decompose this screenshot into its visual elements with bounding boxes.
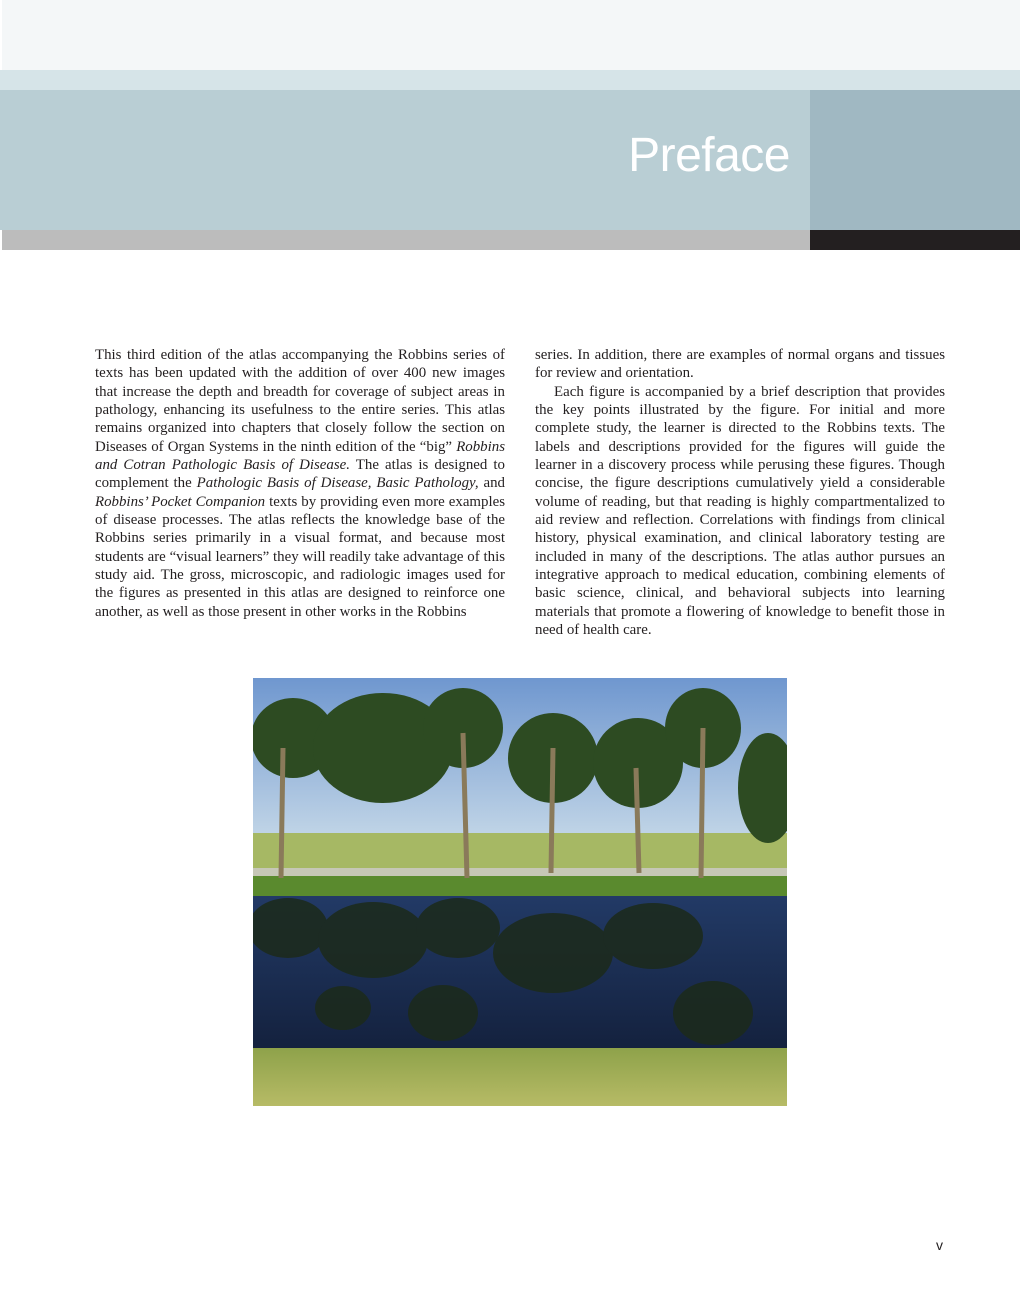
text-run: The atlas is designed to complement the	[95, 457, 505, 492]
text-column-right	[535, 346, 945, 640]
book-title: Robbins and Cotran Pathologic Basis of Disease.	[95, 438, 505, 474]
text-run: texts by providing even more examples of disease processes. The atlas reflects the knowledge base of the Robbins series primarily in a visual format, and because most students are “visual learners” they will readily take advantage of this study aid. The gross, microscopic, and radiologic images used for the figures as presented in this atlas are designed to reinforce one another, as well as those present in other works in the Robbins	[95, 493, 505, 620]
text-column-left	[95, 346, 505, 621]
top-band	[0, 0, 1020, 70]
book-title: Robbins’ Pocket Companion	[95, 493, 266, 510]
header-rule	[2, 230, 810, 250]
title-side-block	[810, 90, 1020, 230]
book-title: Pathologic Basis of Disease, Basic Pathology,	[196, 475, 479, 492]
light-strip	[0, 70, 1020, 90]
paragraph-1-continued: series. In addition, there are examples of normal organs and tissues for review and orientation.	[535, 347, 945, 382]
text-run: and	[478, 475, 505, 492]
header-rule-dark	[810, 230, 1020, 250]
landscape-photo	[253, 678, 787, 1106]
paragraph-2: Each figure is accompanied by a brief description that provides the key points illustrated by the figure. For initial and more complete study, the learner is directed to the Robbins texts. The labels and descriptions provided for the figures will guide the learner in a discovery process while perusing these figures. Though concise, the figure descriptions cumulatively yield a considerable volume of reading, but that reading is highly compartmentalized to aid review and reflection. Correlations with findings from clinical history, physical examination, and clinical laboratory testing are included in many of the descriptions. The atlas author pursues an integrative approach to medical education, combining elements of basic science, clinical, and behavioral subjects into learning materials that promote a flowering of knowledge to benefit those in need of health care.	[535, 383, 945, 639]
page-number: v	[936, 1237, 943, 1253]
paragraph-1	[95, 346, 505, 621]
text-run: This third edition of the atlas accompanying the Robbins series of texts has been updated with the addition of over 400 new images that increase the depth and breadth for coverage of subject areas in pathology, enhancing its usefulness to the entire series. This atlas remains organized into chapters that closely follow the section on Diseases of Organ Systems in the ninth edition of the “big”	[95, 347, 505, 455]
page-title: Preface	[628, 129, 790, 182]
